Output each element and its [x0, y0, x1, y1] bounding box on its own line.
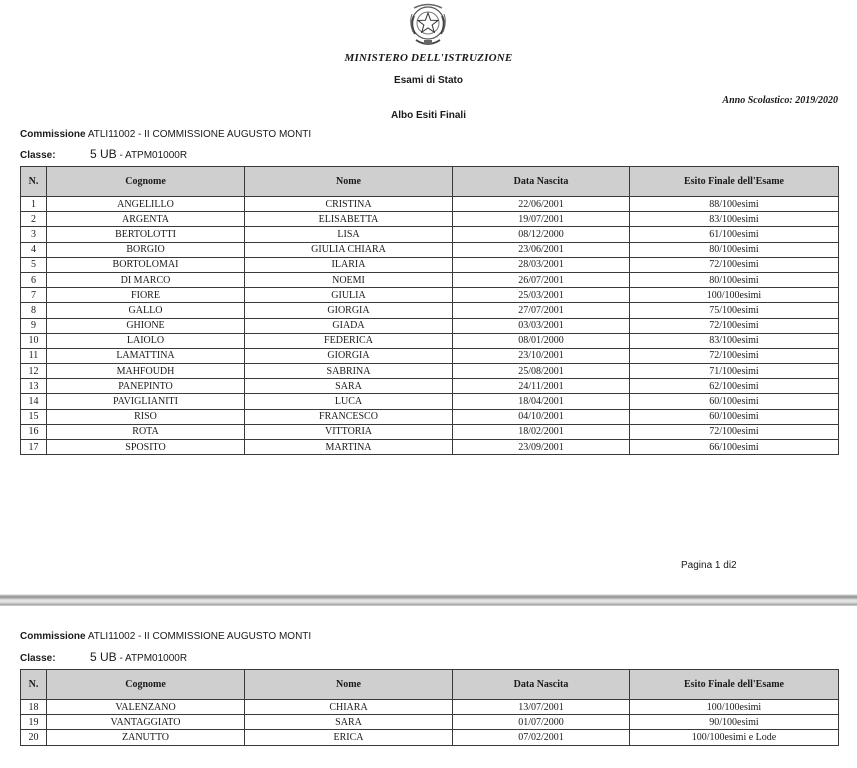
cell-surname: VALENZANO	[47, 700, 245, 715]
class-code: - ATPM01000R	[116, 653, 188, 664]
cell-name: GIULIA CHIARA	[245, 242, 453, 257]
column-header-nome: Nome	[245, 167, 453, 197]
cell-birth-date: 18/02/2001	[453, 424, 630, 439]
cell-surname: PAVIGLIANITI	[47, 394, 245, 409]
results-table-page-2	[20, 669, 839, 746]
cell-name: GIORGIA	[245, 348, 453, 363]
cell-birth-date: 23/06/2001	[453, 242, 630, 257]
cell-surname: LAMATTINA	[47, 348, 245, 363]
class-name: 5 UB	[90, 650, 117, 664]
cell-final-result: 80/100esimi	[630, 272, 839, 287]
table-row	[21, 288, 839, 303]
cell-surname: DI MARCO	[47, 272, 245, 287]
cell-number: 1	[21, 197, 47, 212]
cell-final-result: 100/100esimi	[630, 700, 839, 715]
cell-birth-date: 19/07/2001	[453, 212, 630, 227]
cell-number: 11	[21, 348, 47, 363]
cell-number: 18	[21, 700, 47, 715]
cell-birth-date: 24/11/2001	[453, 379, 630, 394]
cell-name: FRANCESCO	[245, 409, 453, 424]
cell-name: MARTINA	[245, 440, 453, 455]
column-header-data-nascita: Data Nascita	[453, 670, 630, 700]
cell-final-result: 66/100esimi	[630, 440, 839, 455]
cell-final-result: 72/100esimi	[630, 424, 839, 439]
cell-final-result: 60/100esimi	[630, 394, 839, 409]
table-header-row	[21, 167, 839, 197]
cell-surname: ZANUTTO	[47, 730, 245, 745]
cell-name: FEDERICA	[245, 333, 453, 348]
cell-number: 3	[21, 227, 47, 242]
commission-value: ATLI11002 - II COMMISSIONE AUGUSTO MONTI	[87, 129, 312, 140]
cell-surname: MAHFOUDH	[47, 364, 245, 379]
cell-final-result: 72/100esimi	[630, 348, 839, 363]
cell-birth-date: 04/10/2001	[453, 409, 630, 424]
class-name: 5 UB	[90, 147, 117, 161]
cell-final-result: 100/100esimi e Lode	[630, 730, 839, 745]
cell-surname: ANGELILLO	[47, 197, 245, 212]
cell-name: SARA	[245, 715, 453, 730]
table-row	[21, 364, 839, 379]
cell-surname: SPOSITO	[47, 440, 245, 455]
cell-number: 19	[21, 715, 47, 730]
cell-birth-date: 03/03/2001	[453, 318, 630, 333]
table-row	[21, 424, 839, 439]
table-row	[21, 227, 839, 242]
class-label: Classe:	[20, 150, 56, 161]
class-line	[20, 650, 187, 664]
page-separator	[0, 594, 857, 606]
column-header-nome: Nome	[245, 670, 453, 700]
commission-label: Commissione	[20, 631, 86, 642]
cell-final-result: 100/100esimi	[630, 288, 839, 303]
cell-number: 2	[21, 212, 47, 227]
column-header-esito: Esito Finale dell'Esame	[630, 167, 839, 197]
commission-label: Commissione	[20, 129, 86, 140]
table-row	[21, 257, 839, 272]
cell-number: 9	[21, 318, 47, 333]
cell-birth-date: 08/01/2000	[453, 333, 630, 348]
school-year: Anno Scolastico: 2019/2020	[722, 95, 838, 106]
cell-birth-date: 25/08/2001	[453, 364, 630, 379]
column-header-data-nascita: Data Nascita	[453, 167, 630, 197]
cell-number: 10	[21, 333, 47, 348]
cell-number: 8	[21, 303, 47, 318]
cell-birth-date: 01/07/2000	[453, 715, 630, 730]
cell-final-result: 83/100esimi	[630, 333, 839, 348]
class-line	[20, 147, 187, 161]
column-header-esito: Esito Finale dell'Esame	[630, 670, 839, 700]
cell-birth-date: 08/12/2000	[453, 227, 630, 242]
cell-birth-date: 25/03/2001	[453, 288, 630, 303]
cell-number: 7	[21, 288, 47, 303]
cell-surname: BERTOLOTTI	[47, 227, 245, 242]
table-row	[21, 409, 839, 424]
cell-final-result: 72/100esimi	[630, 318, 839, 333]
cell-final-result: 62/100esimi	[630, 379, 839, 394]
table-row	[21, 700, 839, 715]
cell-final-result: 83/100esimi	[630, 212, 839, 227]
cell-surname: LAIOLO	[47, 333, 245, 348]
table-row	[21, 212, 839, 227]
table-row	[21, 272, 839, 287]
cell-number: 16	[21, 424, 47, 439]
cell-birth-date: 28/03/2001	[453, 257, 630, 272]
table-header-row	[21, 670, 839, 700]
cell-surname: ROTA	[47, 424, 245, 439]
cell-name: GIULIA	[245, 288, 453, 303]
cell-final-result: 75/100esimi	[630, 303, 839, 318]
column-header-n: N.	[21, 167, 47, 197]
class-code: - ATPM01000R	[116, 150, 188, 161]
cell-number: 6	[21, 272, 47, 287]
cell-name: CHIARA	[245, 700, 453, 715]
cell-surname: GALLO	[47, 303, 245, 318]
cell-birth-date: 13/07/2001	[453, 700, 630, 715]
cell-surname: ARGENTA	[47, 212, 245, 227]
ministry-name: MINISTERO DELL'ISTRUZIONE	[344, 52, 513, 64]
column-header-cognome: Cognome	[47, 670, 245, 700]
cell-surname: VANTAGGIATO	[47, 715, 245, 730]
cell-surname: BORGIO	[47, 242, 245, 257]
cell-final-result: 72/100esimi	[630, 257, 839, 272]
cell-name: GIADA	[245, 318, 453, 333]
table-row	[21, 379, 839, 394]
cell-final-result: 90/100esimi	[630, 715, 839, 730]
cell-name: NOEMI	[245, 272, 453, 287]
commission-value: ATLI11002 - II COMMISSIONE AUGUSTO MONTI	[87, 631, 312, 642]
table-row	[21, 333, 839, 348]
cell-number: 13	[21, 379, 47, 394]
cell-number: 5	[21, 257, 47, 272]
cell-number: 20	[21, 730, 47, 745]
table-row	[21, 303, 839, 318]
table-row	[21, 394, 839, 409]
cell-name: ILARIA	[245, 257, 453, 272]
cell-final-result: 88/100esimi	[630, 197, 839, 212]
table-row	[21, 348, 839, 363]
cell-number: 12	[21, 364, 47, 379]
cell-birth-date: 23/10/2001	[453, 348, 630, 363]
exam-title: Esami di Stato	[394, 75, 463, 86]
table-row	[21, 197, 839, 212]
cell-name: LUCA	[245, 394, 453, 409]
cell-surname: FIORE	[47, 288, 245, 303]
cell-name: LISA	[245, 227, 453, 242]
cell-final-result: 80/100esimi	[630, 242, 839, 257]
cell-name: ERICA	[245, 730, 453, 745]
commission-line	[20, 129, 311, 140]
cell-birth-date: 07/02/2001	[453, 730, 630, 745]
cell-final-result: 71/100esimi	[630, 364, 839, 379]
cell-number: 17	[21, 440, 47, 455]
cell-birth-date: 18/04/2001	[453, 394, 630, 409]
table-row	[21, 730, 839, 745]
table-row	[21, 242, 839, 257]
cell-name: VITTORIA	[245, 424, 453, 439]
commission-line	[20, 631, 311, 642]
document-title: Albo Esiti Finali	[390, 110, 466, 121]
cell-surname: BORTOLOMAI	[47, 257, 245, 272]
cell-birth-date: 22/06/2001	[453, 197, 630, 212]
cell-birth-date: 27/07/2001	[453, 303, 630, 318]
class-label: Classe:	[20, 653, 56, 664]
cell-final-result: 61/100esimi	[630, 227, 839, 242]
cell-birth-date: 23/09/2001	[453, 440, 630, 455]
column-header-n: N.	[21, 670, 47, 700]
cell-name: ELISABETTA	[245, 212, 453, 227]
table-row	[21, 440, 839, 455]
table-row	[21, 318, 839, 333]
cell-number: 14	[21, 394, 47, 409]
cell-name: SARA	[245, 379, 453, 394]
page-number: Pagina 1 di2	[681, 560, 737, 571]
table-row	[21, 715, 839, 730]
cell-final-result: 60/100esimi	[630, 409, 839, 424]
results-table-page-1	[20, 166, 839, 455]
column-header-cognome: Cognome	[47, 167, 245, 197]
table-body	[21, 197, 839, 455]
cell-name: CRISTINA	[245, 197, 453, 212]
cell-number: 4	[21, 242, 47, 257]
italian-republic-emblem-icon	[406, 2, 450, 48]
cell-surname: PANEPINTO	[47, 379, 245, 394]
table-body	[21, 700, 839, 746]
document-page-2	[0, 606, 857, 768]
cell-birth-date: 26/07/2001	[453, 272, 630, 287]
cell-surname: RISO	[47, 409, 245, 424]
cell-name: GIORGIA	[245, 303, 453, 318]
cell-number: 15	[21, 409, 47, 424]
cell-surname: GHIONE	[47, 318, 245, 333]
cell-name: SABRINA	[245, 364, 453, 379]
